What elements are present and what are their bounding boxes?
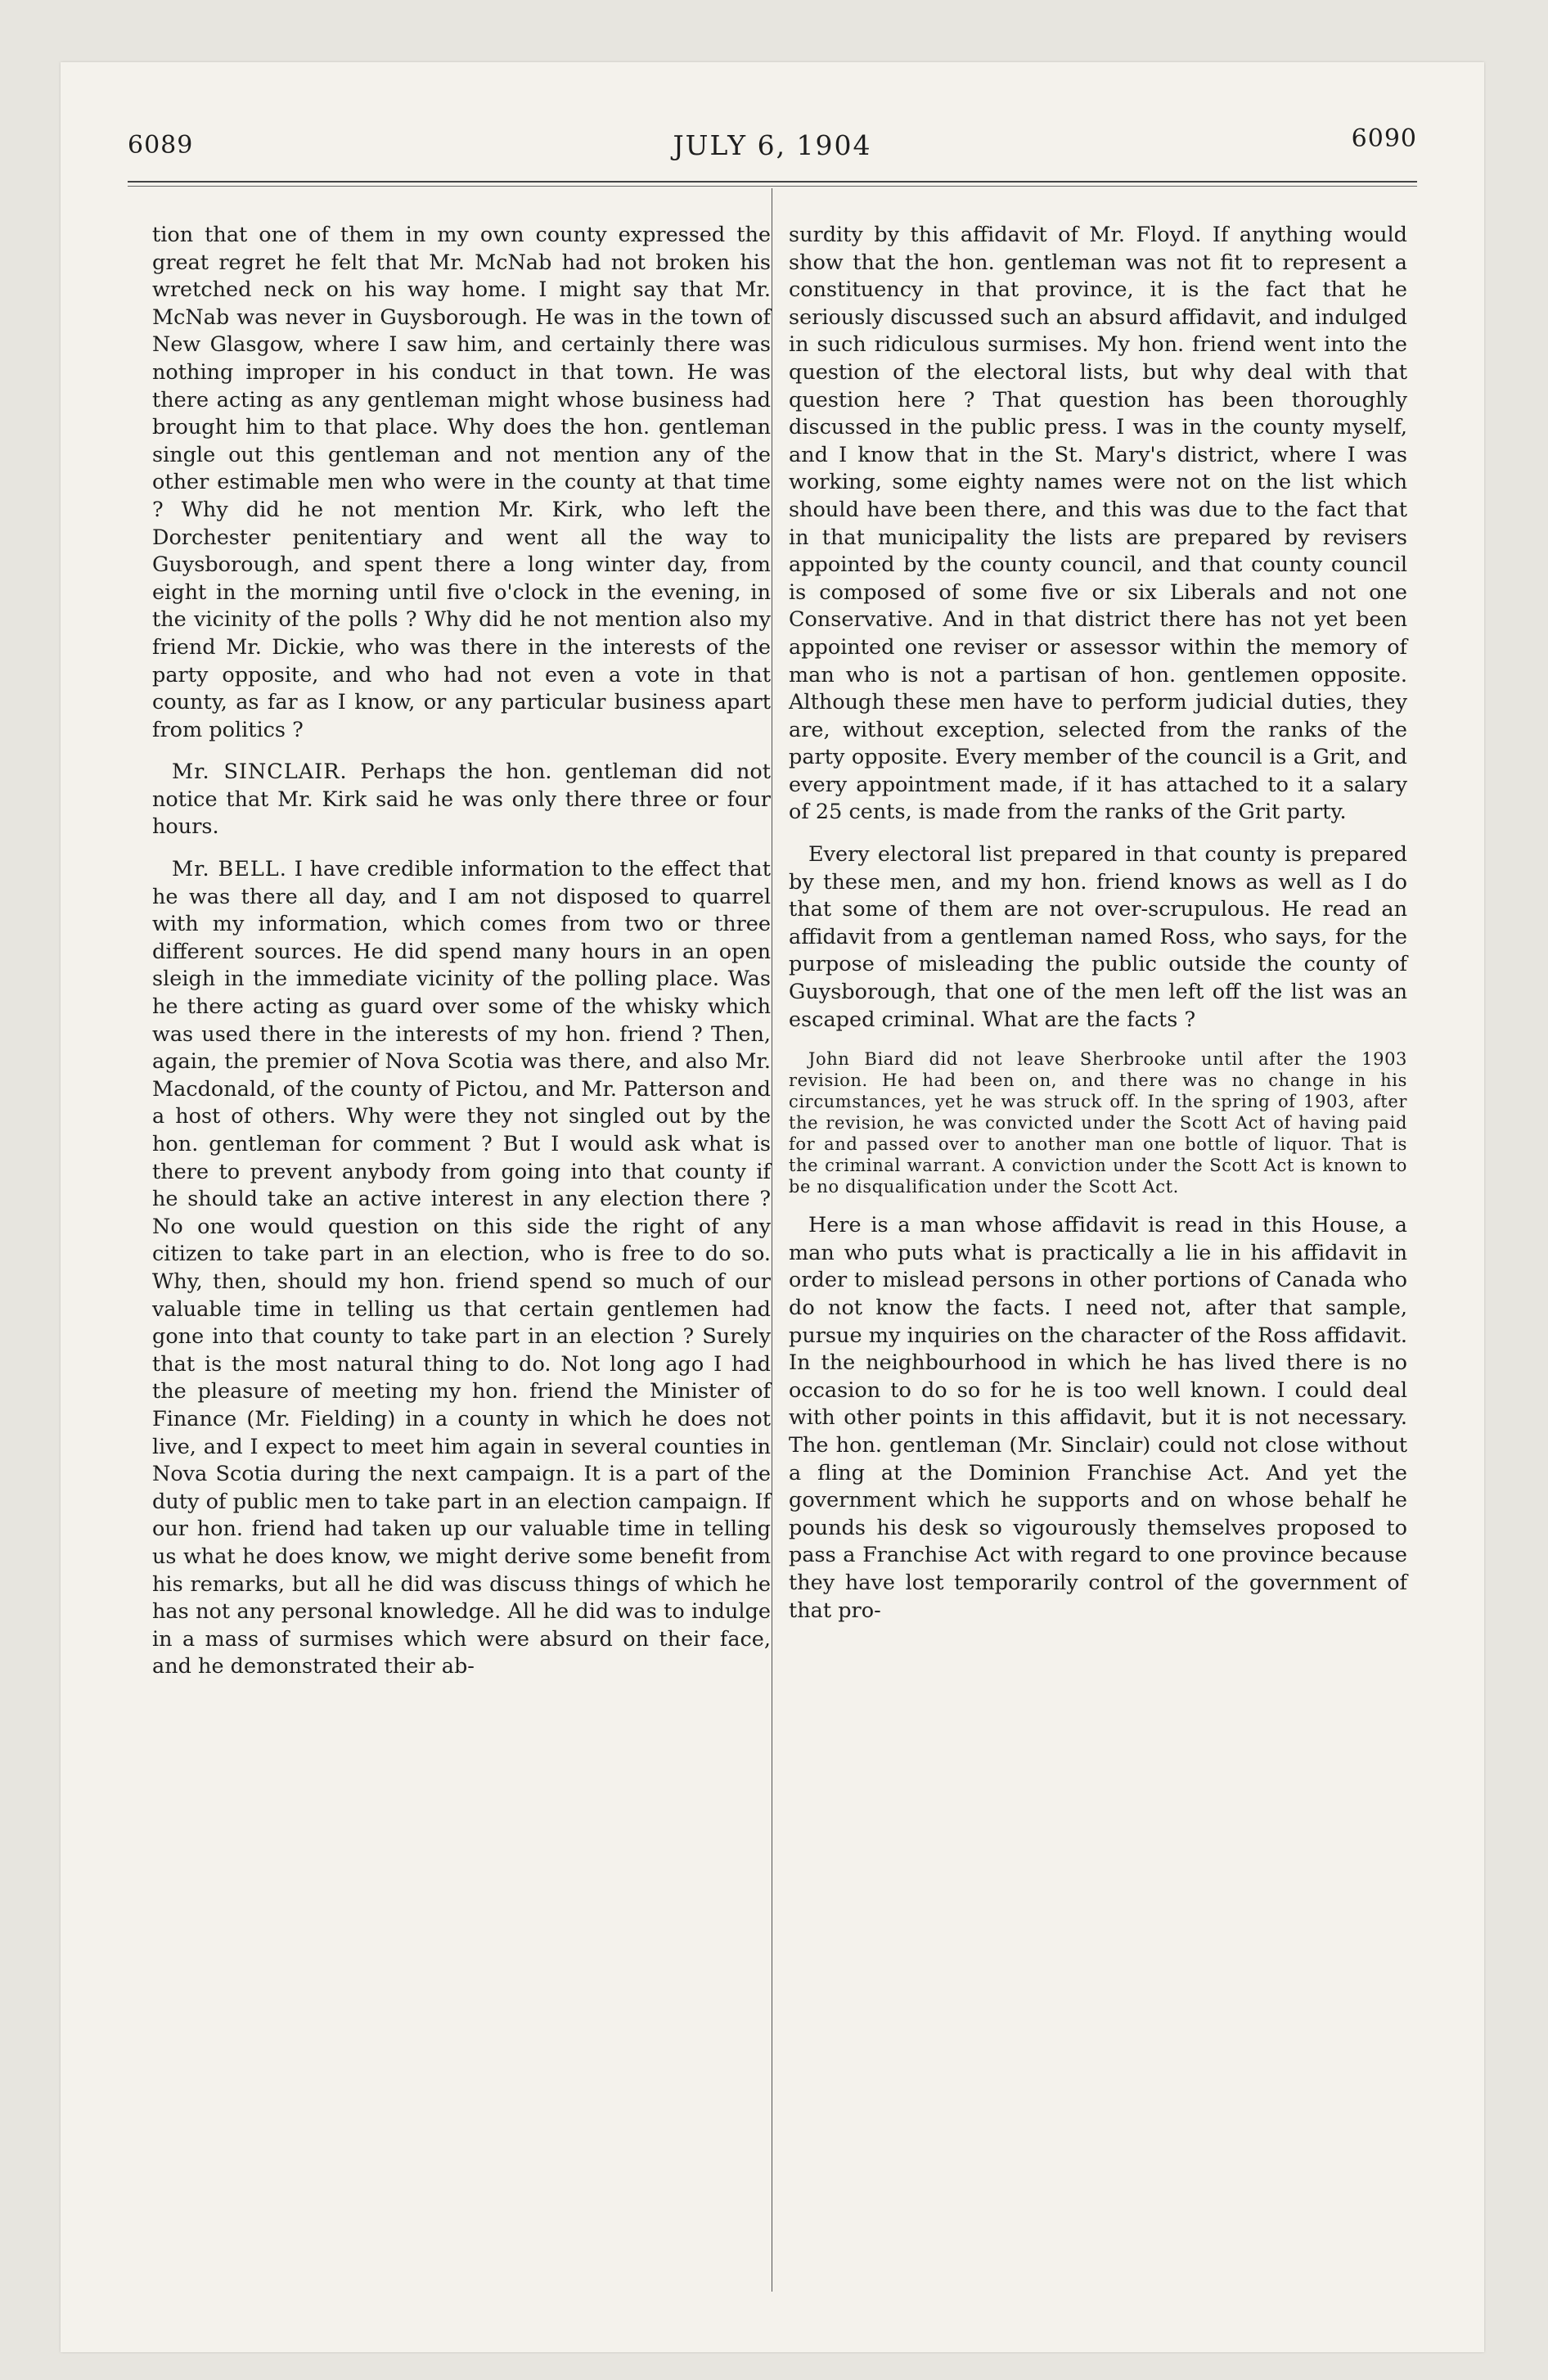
paragraph: tion that one of them in my own county expressed the great regret he felt that Mr. McNab had not broken his wretched neck on his way home. I might say that Mr. McNab was never in Guysborough. He was in the town of New Glasgow, where I saw him, and certainly there was nothing improper in his conduct in that town. He was there acting as any gentleman might whose business had brought him to that place. Why does the hon. gentleman single out this gentleman and not mention any of the other estimable men who were in the county at that time ? Why did he not mention Mr. Kirk, who left the Dorchester penitentiary and went all the way to Guysborough, and spent there a long winter day, from eight in the morning until five o'clock in the evening, in the vicinity of the polls ? Why did he not mention also my friend Mr. Dickie, who was there in the interests of the party opposite, and who had not even a vote in that county, as far as I know, or any particular business apart from politics ? <box>152 223 771 742</box>
page-number-left: 6089 <box>128 131 194 160</box>
speaker-name: Mr. BELL. <box>172 857 287 882</box>
paragraph: surdity by this affidavit of Mr. Floyd. If anything would show that the hon. gentleman was not fit to represent a constituency in that province, it is the fact that he seriously discussed such an absurd affidavit, and indulged in such ridiculous surmises. My hon. friend went into the question of the electoral lists, but why deal with that question here ? That question has been thoroughly discussed in the public press. I was in the county myself, and I know that in the St. Mary's district, where I was working, some eighty names were not on the list which should have been there, and this was due to the fact that in that municipality the lists are prepared by revisers appointed by the county council, and that county council is composed of some five or six Liberals and not one Conservative. And in that district there has not yet been appointed one reviser or assessor within the memory of man who is not a partisan of hon. gentlemen opposite. Although these men have to perform judicial duties, they are, without exception, selected from the ranks of the party opposite. Every member of the council is a Grit, and every appointment made, if it has attached to it a salary of 25 cents, is made from the ranks of the Grit party. <box>789 223 1407 825</box>
page-header <box>61 62 1484 169</box>
document-page <box>61 62 1484 2352</box>
left-column <box>152 222 771 1696</box>
speaker-name: Mr. SINCLAIR. <box>172 760 348 785</box>
right-column <box>789 222 1407 1639</box>
paragraph: Every electoral list prepared in that county is prepared by these men, and my hon. friend knows as well as I do that some of them are not over-scrupulous. He read an affidavit from a gentleman named Ross, who says, for the purpose of misleading the public outside the county of Guysborough, that one of the men left off the list was an escaped criminal. What are the facts ? <box>789 842 1407 1032</box>
page-number-right: 6090 <box>1351 124 1417 153</box>
page-date: JULY 6, 1904 <box>673 129 872 161</box>
header-rule <box>128 181 1417 187</box>
speech-text: I have credible information to the effect that he was there all day, and I am not disposed to quarrel with my information, which comes from two or three different sources. He did spend many hours in an open sleigh in the immediate vicinity of the polling place. Was he there acting as guard over some of the whisky which was used there in the interests of my hon. friend ? Then, again, the premier of Nova Scotia was there, and also Mr. Macdonald, of the county of Pictou, and Mr. Patterson and a host of others. Why were they not singled out by the hon. gentleman for comment ? But I would ask what is there to prevent anybody from going into that county if he should take an active interest in any election there ? No one would question on this side the right of any citizen to take part in an election, who is free to do so. Why, then, should my hon. friend spend so much of our valuable time in telling us that certain gentlemen had gone into that county to take part in an election ? Surely that is the most natural thing to do. Not long ago I had the pleasure of meeting my hon. friend the Minister of Finance (Mr. Fielding) in a county in which he does not live, and I expect to meet him again in several counties in Nova Scotia during the next campaign. It is a part of the duty of public men to take part in an election campaign. If our hon. friend had taken up our valuable time in telling us what he does know, we might derive some benefit from his remarks, but all he did was discuss things of which he has not any personal knowledge. All he did was to indulge in a mass of surmises which were absurd on their face, and he demonstrated their ab- <box>152 857 771 1679</box>
speech-paragraph <box>152 759 771 841</box>
paragraph: Here is a man whose affidavit is read in this House, a man who puts what is practically a lie in his affidavit in order to mislead persons in other portions of Canada who do not know the facts. I need not, after that sample, pursue my inquiries on the character of the Ross affidavit. In the neighbourhood in which he has lived there is no occasion to do so for he is too well known. I could deal with other points in this affidavit, but it is not necessary. The hon. gentleman (Mr. Sinclair) could not close without a fling at the Dominion Franchise Act. And yet the government which he supports and on whose behalf he pounds his desk so vigourously themselves proposed to pass a Franchise Act with regard to one province because they have lost temporarily control of the government of that pro- <box>789 1213 1407 1623</box>
speech-text: Perhaps the hon. gentleman did not notice that Mr. Kirk said he was only there three or four hours. <box>152 760 771 840</box>
quoted-text: John Biard did not leave Sherbrooke until after the 1903 revision. He had been on, and there was no change in his circumstances, yet he was struck off. In the spring of 1903, after the revision, he was convicted under the Scott Act of having paid for and passed over to another man one bottle of liquor. That is the criminal warrant. A conviction under the Scott Act is known to be no disqualification under the Scott Act. <box>789 1049 1407 1197</box>
speech-paragraph <box>152 856 771 1681</box>
